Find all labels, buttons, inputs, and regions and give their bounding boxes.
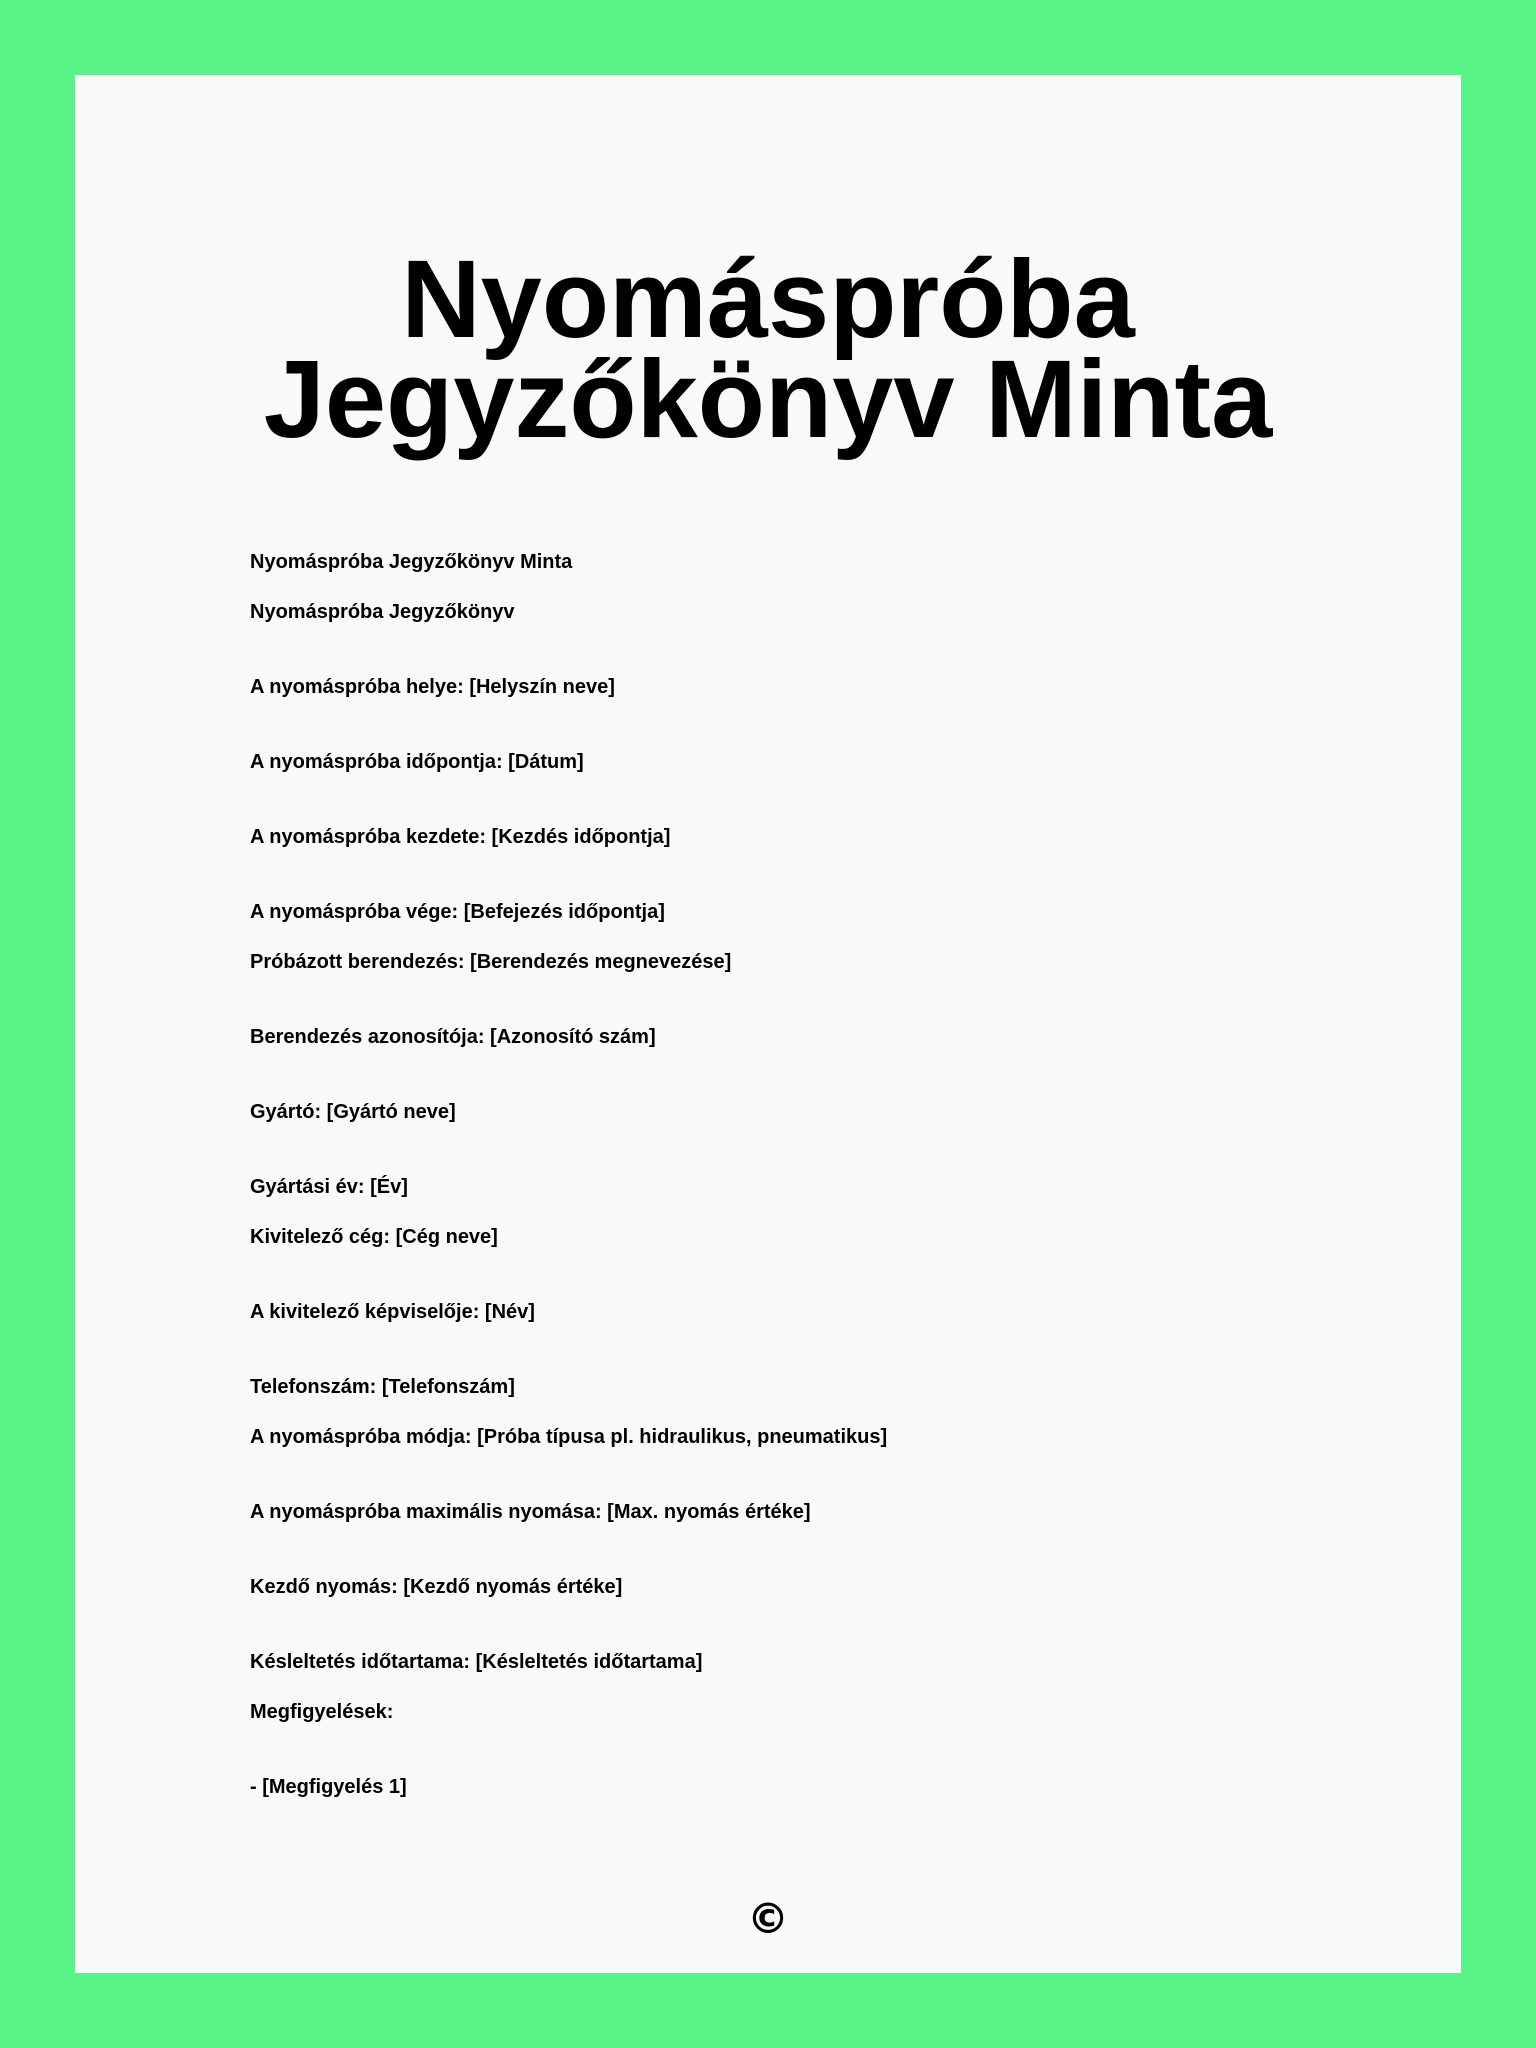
document-line-equipment: Próbázott berendezés: [Berendezés megnevezése]	[250, 951, 732, 973]
document-line-phone: Telefonszám: [Telefonszám]	[250, 1376, 515, 1398]
document-line-representative: A kivitelező képviselője: [Név]	[250, 1301, 535, 1323]
document-page	[75, 75, 1461, 1973]
document-line-initial-pressure: Kezdő nyomás: [Kezdő nyomás értéke]	[250, 1576, 623, 1598]
document-line-end-time: A nyomáspróba vége: [Befejezés időpontja]	[250, 901, 665, 923]
copyright-symbol: ©	[747, 1894, 789, 1943]
document-line-location: A nyomáspróba helye: [Helyszín neve]	[250, 676, 615, 698]
document-line-start-time: A nyomáspróba kezdete: [Kezdés időpontja]	[250, 826, 671, 848]
document-line-contractor: Kivitelező cég: [Cég neve]	[250, 1226, 498, 1248]
document-line-observations-heading: Megfigyelések:	[250, 1701, 394, 1723]
document-title: Nyomáspróba Jegyzőkönyv Minta	[263, 238, 1273, 461]
document-line-max-pressure: A nyomáspróba maximális nyomása: [Max. nyomás értéke]	[250, 1501, 811, 1523]
document-line-manufacture-year: Gyártási év: [Év]	[250, 1176, 408, 1198]
document-line-test-method: A nyomáspróba módja: [Próba típusa pl. hidraulikus, pneumatikus]	[250, 1426, 888, 1448]
document-line-subtitle: Nyomáspróba Jegyzőkönyv Minta	[250, 551, 573, 573]
document-line-observation-1: - [Megfigyelés 1]	[250, 1776, 407, 1798]
document-line-heading: Nyomáspróba Jegyzőkönyv	[250, 601, 515, 623]
document-line-manufacturer: Gyártó: [Gyártó neve]	[250, 1101, 456, 1123]
document-line-delay-duration: Késleltetés időtartama: [Késleltetés időtartama]	[250, 1651, 703, 1673]
document-line-equipment-id: Berendezés azonosítója: [Azonosító szám]	[250, 1026, 656, 1048]
document-line-date: A nyomáspróba időpontja: [Dátum]	[250, 751, 584, 773]
